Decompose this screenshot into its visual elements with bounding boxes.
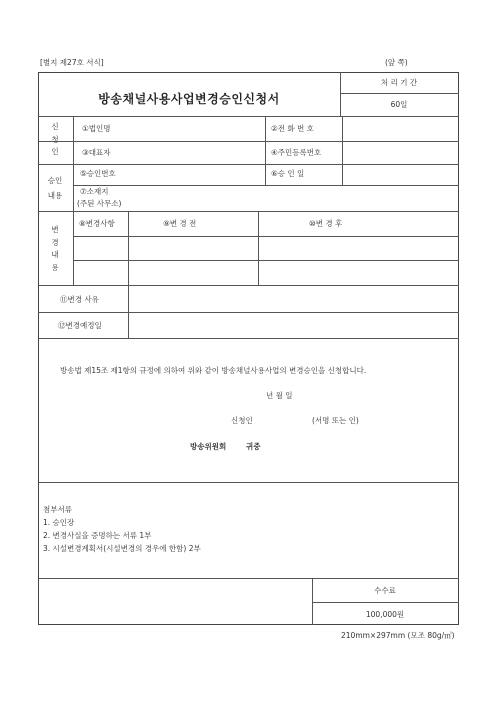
signer-label: 신청인 <box>231 416 253 425</box>
divider-change-header <box>73 236 459 237</box>
divider-statement <box>38 482 459 483</box>
divider-row1 <box>38 141 459 142</box>
divider-right-col <box>342 116 343 185</box>
resident-no-label: ④주민등록번호 <box>271 148 322 157</box>
approval-section-label-2: 내용 <box>47 191 63 200</box>
attachment-item: 2. 변경사실을 증명하는 서류 1부 <box>43 531 152 540</box>
attachment-item: 1. 승인장 <box>43 518 75 527</box>
change-item-label: ⑧변경사항 <box>79 219 115 228</box>
fee-value: 100,000원 <box>365 610 405 619</box>
divider-reason-col <box>128 285 129 338</box>
date-line: 년 월 일 <box>266 391 293 400</box>
divider-change <box>38 285 459 286</box>
divider-approval <box>38 211 459 212</box>
divider-processing <box>340 93 459 94</box>
divider-row3 <box>73 185 459 186</box>
divider-change-row1 <box>73 260 459 261</box>
attachment-item: 3. 시설변경계획서(시설변경의 경우에 한함) 2부 <box>43 544 201 553</box>
divider-title-v <box>340 72 341 116</box>
address-sublabel: (주된 사무소) <box>77 199 122 208</box>
statement-text: 방송법 제15조 제1항의 규정에 의하여 위와 같이 방송채널사용사업의 변경승인을 신청합니다. <box>60 366 367 375</box>
recipient-org: 방송위원회 <box>190 442 227 451</box>
approval-date-label: ⑥승 인 일 <box>271 169 305 178</box>
divider-fee-v <box>312 578 313 625</box>
processing-label: 처 리 기 간 <box>380 78 418 87</box>
processing-value: 60일 <box>390 100 408 109</box>
corp-name-label: ①법인명 <box>82 124 111 133</box>
fee-label: 수수료 <box>374 586 396 595</box>
reason-label: ⑪변경 사유 <box>60 295 99 304</box>
page-side-label: (앞 쪽) <box>385 58 408 67</box>
change-section-label: 변경내용 <box>51 225 59 272</box>
attachments-title: 첨부서류 <box>43 505 72 514</box>
planned-date-label: ⑫변경예정일 <box>58 321 102 330</box>
divider-attachments <box>38 578 459 579</box>
recipient-suffix: 귀중 <box>246 442 261 451</box>
divider-applicant <box>38 164 459 165</box>
divider-section-col <box>73 116 74 285</box>
divider-reason <box>38 312 459 313</box>
change-after-label: ⑩변 경 후 <box>309 219 343 228</box>
divider-mid-col <box>265 116 266 185</box>
signature-label: (서명 또는 인) <box>312 416 359 425</box>
address-label: ⑦소재지 <box>80 187 109 196</box>
page-title: 방송채널사용사업변경승인신청서 <box>98 92 280 106</box>
approval-section-label-1: 승인 <box>47 176 63 185</box>
divider-fee <box>312 602 459 603</box>
paper-spec: 210mm×297mm (모조 80g/㎡) <box>341 631 455 640</box>
change-before-label: ⑨변 경 전 <box>163 219 197 228</box>
divider-change-c2 <box>258 211 259 285</box>
representative-label: ③대표자 <box>82 148 111 157</box>
phone-label: ②전 화 번 호 <box>271 124 314 133</box>
applicant-section-label: 신청인 <box>51 122 59 156</box>
form-number: [별지 제27호 서식] <box>40 58 104 67</box>
divider-date <box>38 338 459 339</box>
divider-change-c1 <box>128 211 129 285</box>
divider-title <box>38 116 459 117</box>
approval-no-label: ⑤승인번호 <box>80 169 116 178</box>
